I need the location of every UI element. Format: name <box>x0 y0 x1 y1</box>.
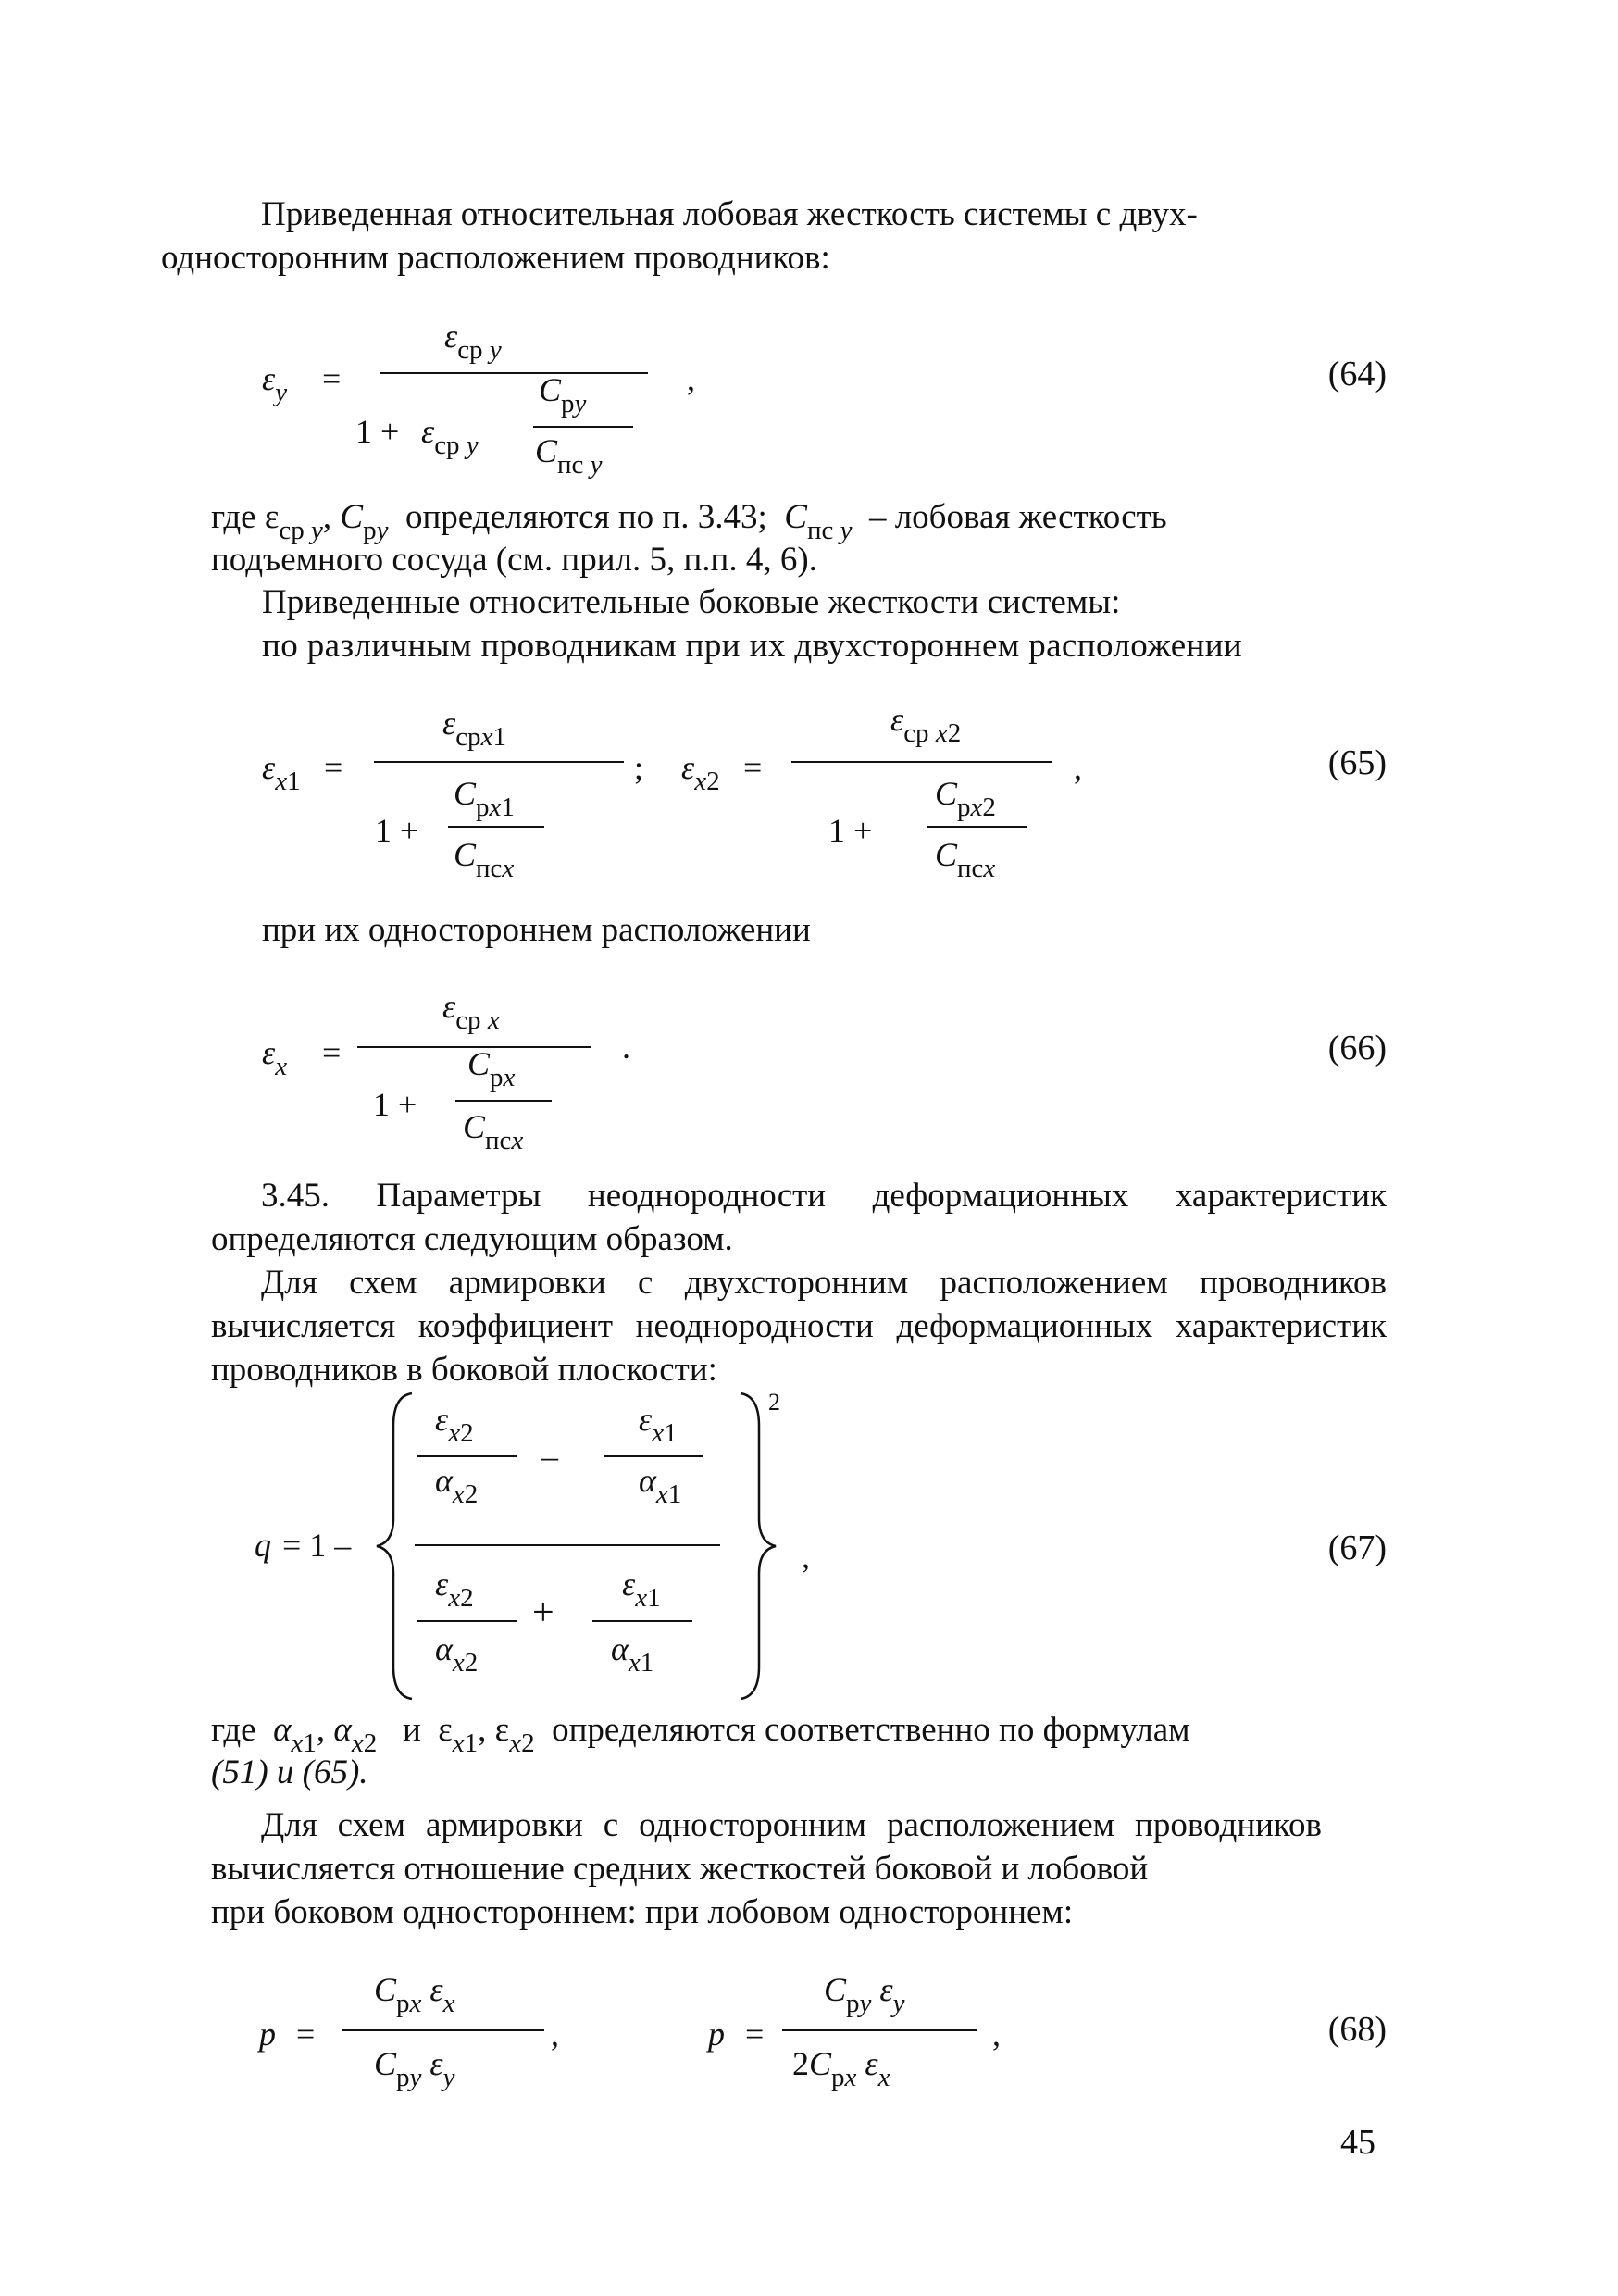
lateral-intro: Приведенные относительные боковые жесткости системы: <box>262 583 1121 621</box>
document-page: Приведенная относительная лобовая жесткость системы с двух- односторонним расположением проводников: $\varepsilon_y$ = $\varepsilon_{cp}$ $_y$ , 1 + $\varepsilon_{cp}$ $_y$ $C_{py}$ $C_{пс}$ $_y$ (64) где $\varepsilon_{cp}$ $_y$, $C_{py}$ определяются по п. 3.43; $C_{пс}$ $_y$ – лобовая жесткость подъемного сосуда (см. прил. 5, п.п. 4, 6). Приведенные относительные боковые жесткости системы: по различным проводникам при их двухстороннем расположении $\varepsilon_{x1}$ = $\varepsilon_{cpx1}$ ; 1 + $C_{px1}$ $C_{псx}$ $\varepsilon_{x2}$ = $\varepsilon_{cp}$ $_{x2}$ , 1 + $C_{px2}$ $C_{псx}$ (65) при их одностороннем расположении $\varepsilon_x$ = $\varepsilon_{cp}$ $_x$ . 1 + $C_{px}$ $C_{псx}$ (66) 3.45. Параметры неоднородности деформационных характеристик определяются следующим образом. Для схем армировки с двухсторонним расположением проводников вычисляется коэффициент неоднородности деформационных характеристик проводников в боковой плоскости: q = 1 – 2 $\varepsilon_{x2}$ $\alpha_{x2}$ – $\varepsilon_{x1}$ $\alpha_{x1}$ $\varepsilon_{x2}$ $\alpha_{x2}$ + $\varepsilon_{x1}$ $\alpha_{x1}$ , (67) где $\alpha_{x1}$, $\alpha_{x2}$ и $\varepsilon_{x1}$, $\varepsilon_{x2}$ определяются соответственно по формулам (51) и (65). Для схем армировки с односторонним расположением проводников вычисляется отношение средних жесткостей боковой и лобовой при боковом одностороннем: при лобовом одностороннем: p = $C_{px}$ $\varepsilon_x$ $C_{py}$ $\varepsilon_y$ , p = $C_{py}$ $\varepsilon_y$ $2C_{px}$ $\varepsilon_x$ , (68) 45 <box>0 0 1618 2296</box>
where-64-line-2: подъемного сосуда (см. прил. 5, п.п. 4, 6). <box>211 541 817 579</box>
intro-paragraph <box>161 193 1387 280</box>
page-number: 45 <box>1340 2123 1375 2162</box>
lateral-one-sided: при их одностороннем расположении <box>262 911 811 949</box>
two-sided-paragraph: Для схем армировки с двухсторонним расположением проводников вычисляется коэффициент неоднородности деформационных характеристик проводников в боковой плоскости: <box>211 1264 1387 1389</box>
curly-brace-left <box>366 1389 421 1703</box>
lateral-two-sided: по различным проводникам при их двухстороннем расположении <box>262 627 1243 665</box>
equation-number-65: (65) <box>1327 743 1387 782</box>
one-sided-last-line: при боковом одностороннем: при лобовом одностороннем: <box>211 1893 1074 1931</box>
where-67-line-2: (51) и (65). <box>211 1753 368 1791</box>
equation-number-66: (66) <box>1327 1029 1387 1067</box>
intro-line-2: односторонним расположением проводников: <box>161 239 830 277</box>
curly-brace-right <box>731 1389 787 1703</box>
one-sided-paragraph: Для схем армировки с односторонним расположением проводников вычисляется отношение средних жесткостей боковой и лобовой <box>211 1806 1322 1888</box>
where-64-line-1: где $\varepsilon_{cp}$ $_y$, $C_{py}$ определяются по п. 3.43; $C_{пс}$ $_y$ – лобовая жесткость <box>211 498 1167 545</box>
intro-line-1: Приведенная относительная лобовая жесткость системы с двух- <box>261 195 1198 233</box>
section-345-paragraph: 3.45. Параметры неоднородности деформационных характеристик определяются следующим образом. <box>211 1177 1387 1258</box>
equation-number-64: (64) <box>1327 355 1387 393</box>
equation-number-67: (67) <box>1327 1529 1387 1567</box>
where-67-line-1: где $\alpha_{x1}$, $\alpha_{x2}$ и $\varepsilon_{x1}$, $\varepsilon_{x2}$ определяются соответственно по формулам <box>211 1711 1190 1758</box>
equation-number-68: (68) <box>1327 2010 1387 2049</box>
